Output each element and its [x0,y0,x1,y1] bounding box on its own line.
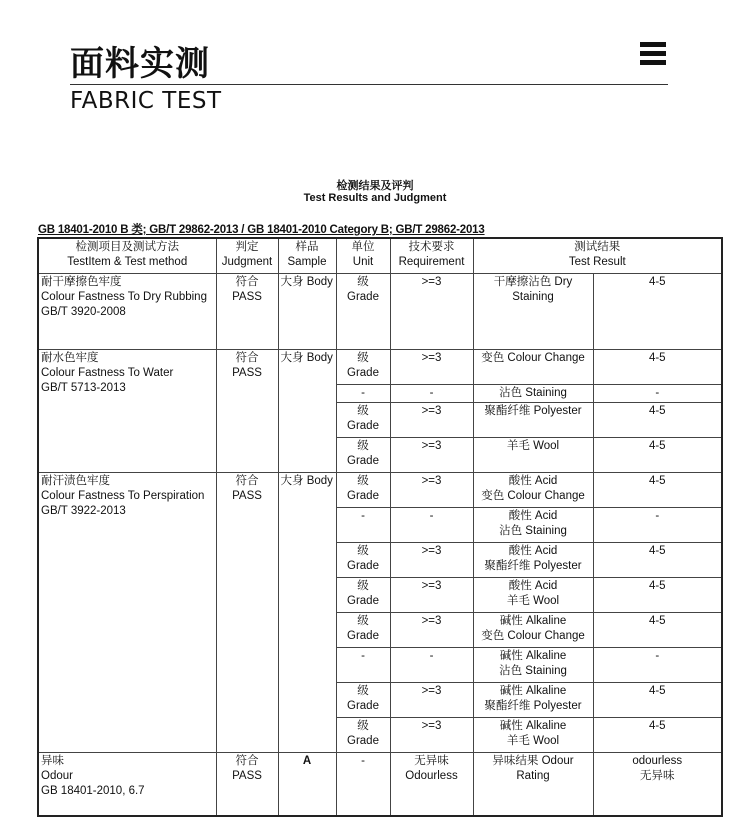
result-value-cell: 4-5 [593,543,722,578]
requirement-cell: >=3 [390,543,473,578]
unit-cell: - [336,753,390,817]
requirement-cell: >=3 [390,350,473,385]
unit-cell: - [336,508,390,543]
requirement-cell: >=3 [390,473,473,508]
header-requirement: 技术要求 Requirement [390,238,473,274]
unit-cell: 级 Grade [336,403,390,438]
result-label-cell: 碱性 Alkaline 羊毛 Wool [473,718,593,753]
result-label-cell: 酸性 Acid 变色 Colour Change [473,473,593,508]
header-test-item: 检测项目及测试方法 TestItem & Test method [38,238,216,274]
result-label-cell: 变色 Colour Change [473,350,593,385]
header-test-result: 测试结果 Test Result [473,238,722,274]
result-label-cell: 酸性 Acid 沾色 Staining [473,508,593,543]
unit-cell: 级 Grade [336,274,390,350]
requirement-cell: >=3 [390,578,473,613]
result-value-cell: 4-5 [593,613,722,648]
unit-cell: 级 Grade [336,613,390,648]
result-value-cell: - [593,648,722,683]
result-label-cell: 干摩擦沾色 Dry Staining [473,274,593,350]
report-title-cn: 检测结果及评判 [336,180,414,192]
unit-cell: - [336,385,390,403]
item-water: 耐水色牢度 Colour Fastness To Water GB/T 5713-2013 [38,350,216,473]
sample-cell: A [278,753,336,817]
requirement-cell: - [390,508,473,543]
result-value-cell: 4-5 [593,473,722,508]
result-value-cell: - [593,385,722,403]
judgment-cell: 符合 PASS [216,473,278,753]
requirement-cell: - [390,385,473,403]
unit-cell: - [336,648,390,683]
result-value-cell: 4-5 [593,438,722,473]
table-row [38,274,722,350]
result-label-cell: 异味结果 Odour Rating [473,753,593,817]
sample-cell: 大身 Body [278,274,336,350]
result-value-cell: 4-5 [593,274,722,350]
judgment-cell: 符合 PASS [216,753,278,817]
results-table [37,237,723,817]
result-label-cell: 羊毛 Wool [473,438,593,473]
header-sample: 样品 Sample [278,238,336,274]
result-value-cell: - [593,508,722,543]
table-row [38,350,722,385]
result-label-cell: 沾色 Staining [473,385,593,403]
standard-category: GB 18401-2010 B 类; GB/T 29862-2013 / GB 18401-2010 Category B; GB/T 29862-2013 [38,224,485,236]
item-odour: 异味 Odour GB 18401-2010, 6.7 [38,753,216,817]
result-value-cell: 4-5 [593,350,722,385]
requirement-cell: >=3 [390,274,473,350]
result-value-cell: 4-5 [593,718,722,753]
unit-cell: 级 Grade [336,350,390,385]
result-label-cell: 碱性 Alkaline 变色 Colour Change [473,613,593,648]
result-value-cell: 4-5 [593,578,722,613]
result-label-cell: 酸性 Acid 羊毛 Wool [473,578,593,613]
header-judgment: 判定 Judgment [216,238,278,274]
result-label-cell: 碱性 Alkaline 沾色 Staining [473,648,593,683]
requirement-cell: >=3 [390,683,473,718]
result-label-cell: 聚酯纤维 Polyester [473,403,593,438]
item-perspiration: 耐汗渍色牢度 Colour Fastness To Perspiration GB/T 3922-2013 [38,473,216,753]
unit-cell: 级 Grade [336,578,390,613]
requirement-cell: 无异味 Odourless [390,753,473,817]
unit-cell: 级 Grade [336,718,390,753]
result-value-cell: 4-5 [593,683,722,718]
report-title-en: Test Results and Judgment [303,192,447,204]
table-header-row [38,238,722,274]
header-unit: 单位 Unit [336,238,390,274]
result-label-cell: 碱性 Alkaline 聚酯纤维 Polyester [473,683,593,718]
unit-cell: 级 Grade [336,473,390,508]
page-title-cn: 面料实测 [70,44,210,84]
requirement-cell: >=3 [390,438,473,473]
requirement-cell: >=3 [390,613,473,648]
table-row [38,753,722,817]
unit-cell: 级 Grade [336,543,390,578]
title-divider [70,84,668,85]
requirement-cell: >=3 [390,403,473,438]
menu-icon[interactable] [640,42,666,66]
requirement-cell: >=3 [390,718,473,753]
unit-cell: 级 Grade [336,438,390,473]
result-value-cell: odourless 无异味 [593,753,722,817]
table-row [38,473,722,508]
sample-cell: 大身 Body [278,473,336,753]
result-label-cell: 酸性 Acid 聚酯纤维 Polyester [473,543,593,578]
unit-cell: 级 Grade [336,683,390,718]
judgment-cell: 符合 PASS [216,350,278,473]
item-rubbing: 耐干摩擦色牢度 Colour Fastness To Dry Rubbing GB/T 3920-2008 [38,274,216,350]
sample-cell: 大身 Body [278,350,336,473]
judgment-cell: 符合 PASS [216,274,278,350]
result-value-cell: 4-5 [593,403,722,438]
requirement-cell: - [390,648,473,683]
page-title-en: FABRIC TEST [70,88,222,114]
